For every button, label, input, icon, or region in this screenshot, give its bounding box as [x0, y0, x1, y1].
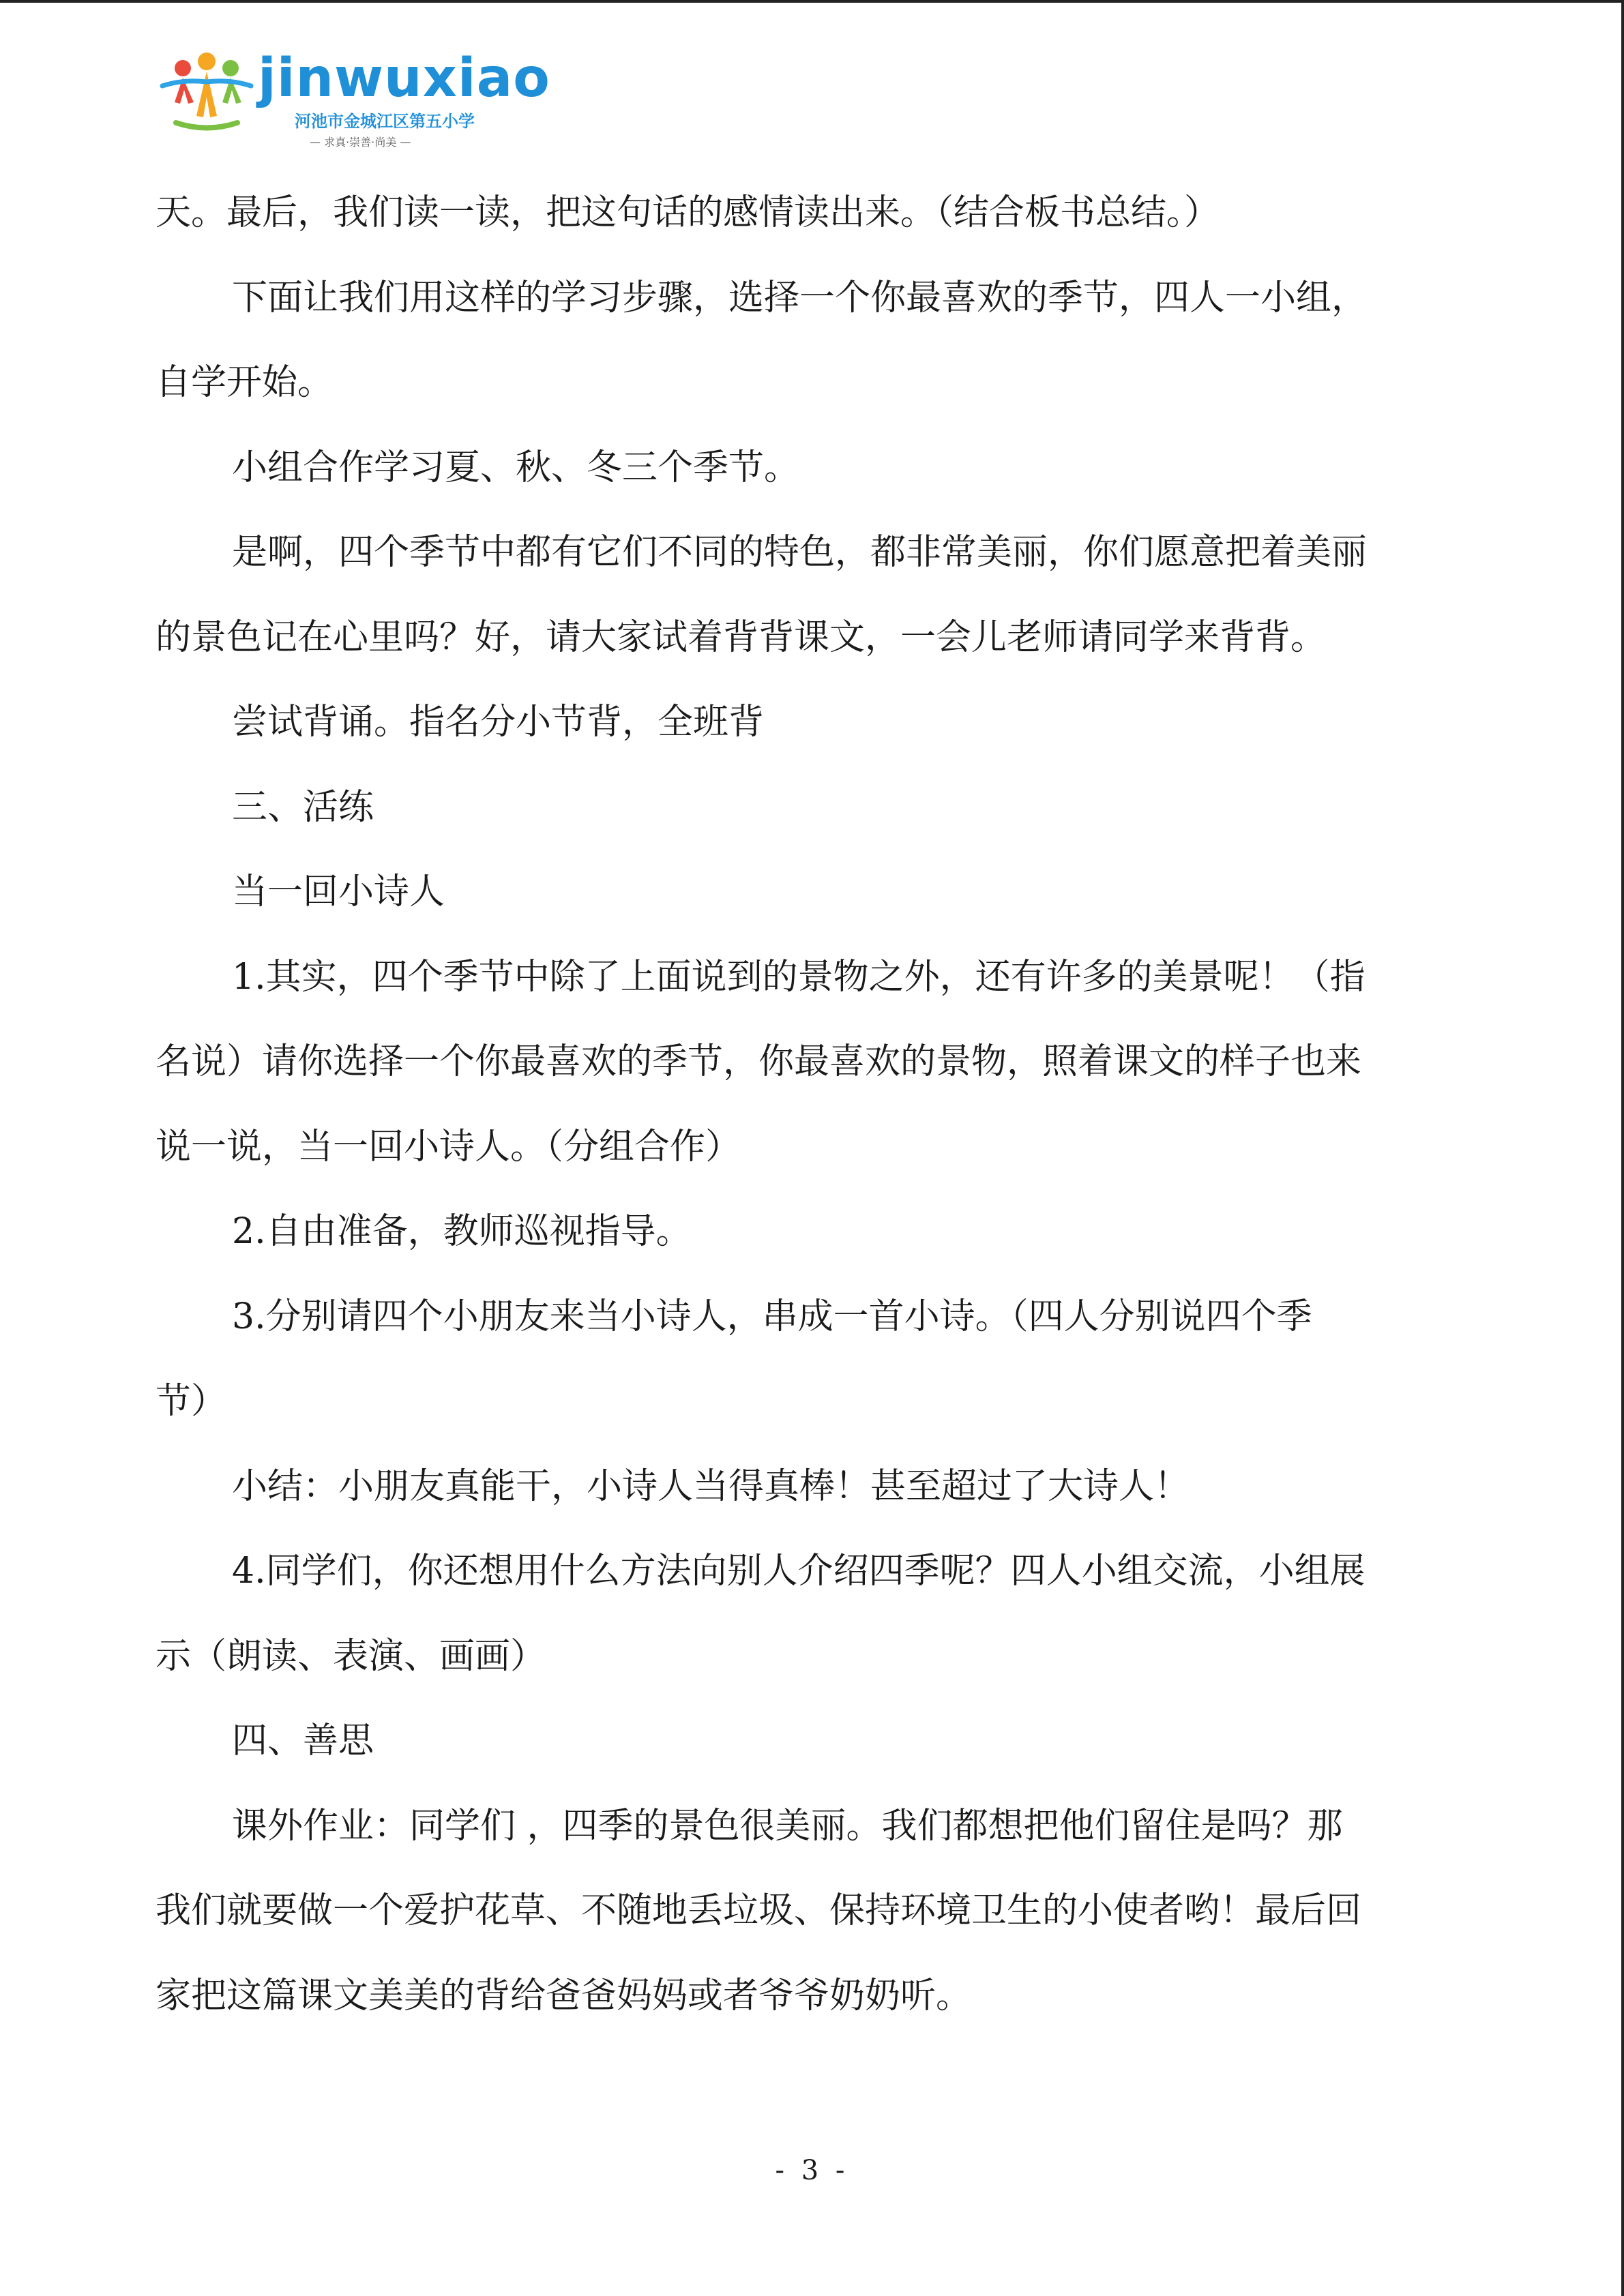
paragraph-line: 说一说，当一回小诗人。（分组合作） [156, 1126, 741, 1167]
paragraph-line: 节） [156, 1381, 227, 1422]
paragraph-line: 天。最后，我们读一读，把这句话的感情读出来。（结合板书总结。） [156, 192, 1220, 233]
subsection-heading: 当一回小诗人 [232, 871, 445, 912]
logo-school-name: 河池市金城江区第五小学 [295, 112, 475, 131]
paragraph-line: 名说）请你选择一个你最喜欢的季节，你最喜欢的景物，照着课文的样子也来 [156, 1041, 1362, 1082]
document-body [156, 170, 1457, 2038]
page-border-top [0, 0, 1624, 3]
paragraph-line: 下面让我们用这样的学习步骤，选择一个你最喜欢的季节，四人一小组， [232, 277, 1368, 318]
paragraph-line: 1.其实，四个季节中除了上面说到的景物之外，还有许多的美景呢！（指 [232, 956, 1365, 998]
logo-motto: — 求真·崇善·尚美 — [310, 136, 411, 149]
paragraph-line: 示（朗读、表演、画画） [156, 1635, 546, 1677]
paragraph-line: 课外作业：同学们 ，四季的景色很美丽。我们都想把他们留住是吗？那 [232, 1805, 1343, 1847]
paragraph-line: 4.同学们，你还想用什么方法向别人介绍四季呢？四人小组交流，小组展 [232, 1551, 1365, 1592]
paragraph-line: 2.自由准备，教师巡视指导。 [232, 1211, 692, 1252]
school-logo [156, 48, 550, 150]
paragraph-line: 是啊，四个季节中都有它们不同的特色，都非常美丽，你们愿意把着美丽 [232, 532, 1368, 573]
paragraph-line: 3.分别请四个小朋友来当小诗人，串成一首小诗。（四人分别说四个季 [232, 1296, 1312, 1337]
logo-wordmark: jinwuxiao [258, 48, 550, 109]
page-number: - 3 - [775, 2155, 849, 2186]
page-border-right [1621, 0, 1624, 2296]
paragraph-line: 的景色记在心里吗？好，请大家试着背背课文，一会儿老师请同学来背背。 [156, 616, 1327, 658]
paragraph-line: 自学开始。 [156, 362, 334, 403]
paragraph-line: 尝试背诵。指名分小节背，全班背 [232, 702, 765, 743]
children-figures-icon [156, 48, 258, 136]
paragraph-line: 我们就要做一个爱护花草、不随地丢垃圾、保持环境卫生的小使者哟！最后回 [156, 1890, 1362, 1931]
paragraph-line: 小结：小朋友真能干，小诗人当得真棒！甚至超过了大诗人！ [232, 1465, 1190, 1507]
section-heading: 三、活练 [232, 786, 374, 828]
paragraph-line: 家把这篇课文美美的背给爸爸妈妈或者爷爷奶奶听。 [156, 1975, 972, 2016]
paragraph-line: 小组合作学习夏、秋、冬三个季节。 [232, 447, 800, 488]
section-heading: 四、善思 [232, 1720, 374, 1761]
